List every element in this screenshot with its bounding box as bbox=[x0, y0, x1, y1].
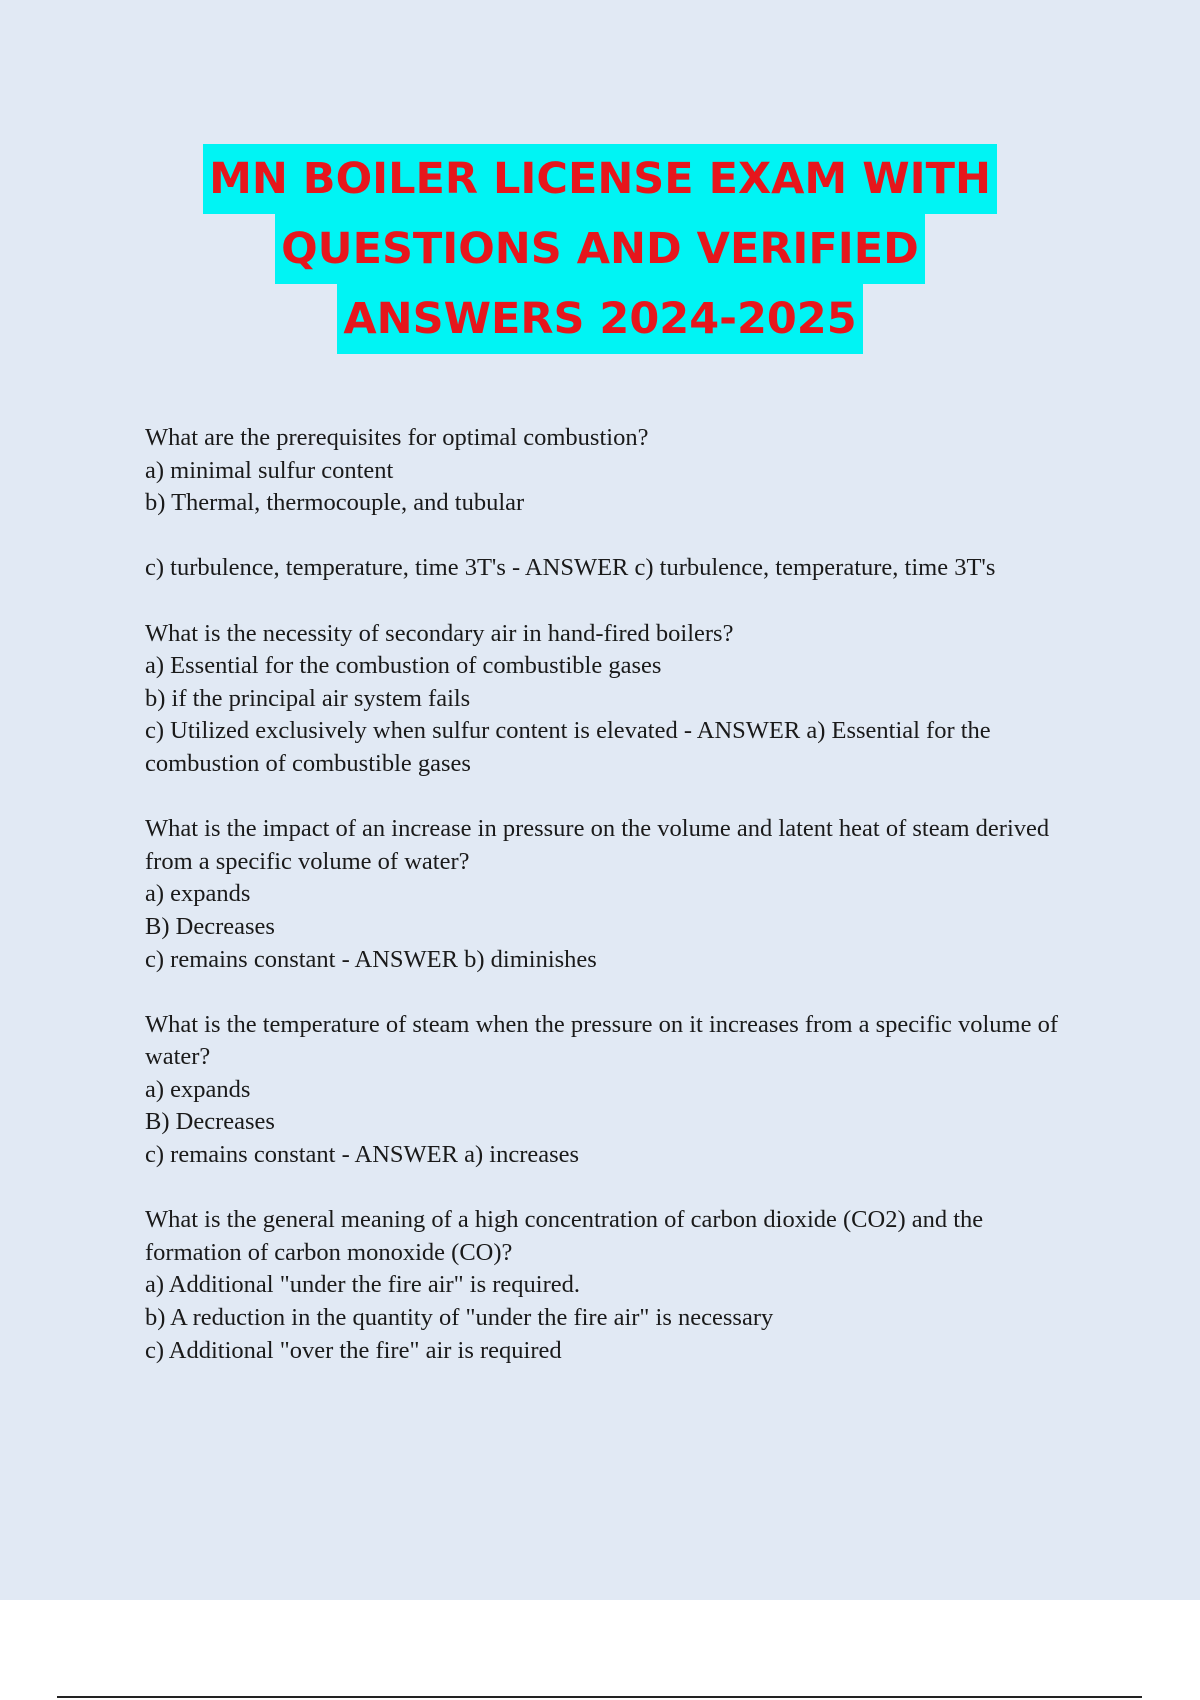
option-a: a) Essential for the combustion of combustible gases bbox=[145, 652, 662, 680]
spacer bbox=[145, 781, 1085, 814]
question-text: What are the prerequisites for optimal combustion? bbox=[145, 424, 649, 451]
option-a: a) minimal sulfur content bbox=[145, 456, 394, 484]
question-text: What is the general meaning of a high concentration of carbon dioxide (CO2) and the formation of carbon monoxide (CO)? bbox=[145, 1206, 984, 1266]
option-b: b) Thermal, thermocouple, and tubular bbox=[145, 489, 525, 517]
option-c-with-answer: c) remains constant - ANSWER a) increases bbox=[145, 1141, 580, 1169]
title-line-3: ANSWERS 2024-2025 bbox=[337, 284, 862, 354]
question-block-5 bbox=[145, 1204, 1085, 1367]
spacer bbox=[145, 520, 1085, 553]
option-a: a) Additional "under the fire air" is required. bbox=[145, 1271, 580, 1299]
option-a: a) expands bbox=[145, 1075, 251, 1103]
question-list bbox=[145, 422, 1085, 1367]
spacer bbox=[145, 585, 1085, 618]
option-c-with-answer: c) turbulence, temperature, time 3T's - ANSWER c) turbulence, temperature, time 3T's bbox=[145, 554, 996, 582]
option-c-with-answer: c) remains constant - ANSWER b) diminishes bbox=[145, 945, 597, 973]
option-c: c) Additional "over the fire" air is required bbox=[145, 1336, 562, 1364]
option-b: B) Decreases bbox=[145, 912, 275, 940]
option-c-with-answer: c) Utilized exclusively when sulfur content is elevated - ANSWER a) Essential for the combustion of combustible gases bbox=[145, 717, 991, 777]
spacer bbox=[145, 976, 1085, 1009]
question-block-2 bbox=[145, 618, 1085, 781]
title-line-2: QUESTIONS AND VERIFIED bbox=[275, 214, 925, 284]
spacer bbox=[145, 1172, 1085, 1205]
question-text: What is the impact of an increase in pressure on the volume and latent heat of steam derived from a specific volume of water? bbox=[145, 815, 1050, 875]
option-b: b) A reduction in the quantity of "under the fire air" is necessary bbox=[145, 1304, 774, 1332]
question-block-4 bbox=[145, 1009, 1085, 1172]
question-block-3 bbox=[145, 813, 1085, 976]
option-a: a) expands bbox=[145, 880, 251, 908]
title-line-1: MN BOILER LICENSE EXAM WITH bbox=[203, 144, 997, 214]
document-title bbox=[0, 144, 1200, 354]
option-b: B) Decreases bbox=[145, 1108, 275, 1136]
question-text: What is the necessity of secondary air in hand-fired boilers? bbox=[145, 619, 734, 647]
question-block-1 bbox=[145, 422, 1085, 585]
option-b: b) if the principal air system fails bbox=[145, 684, 471, 712]
question-text: What is the temperature of steam when the pressure on it increases from a specific volume of water? bbox=[145, 1010, 1058, 1071]
footer-divider bbox=[57, 1696, 1142, 1698]
